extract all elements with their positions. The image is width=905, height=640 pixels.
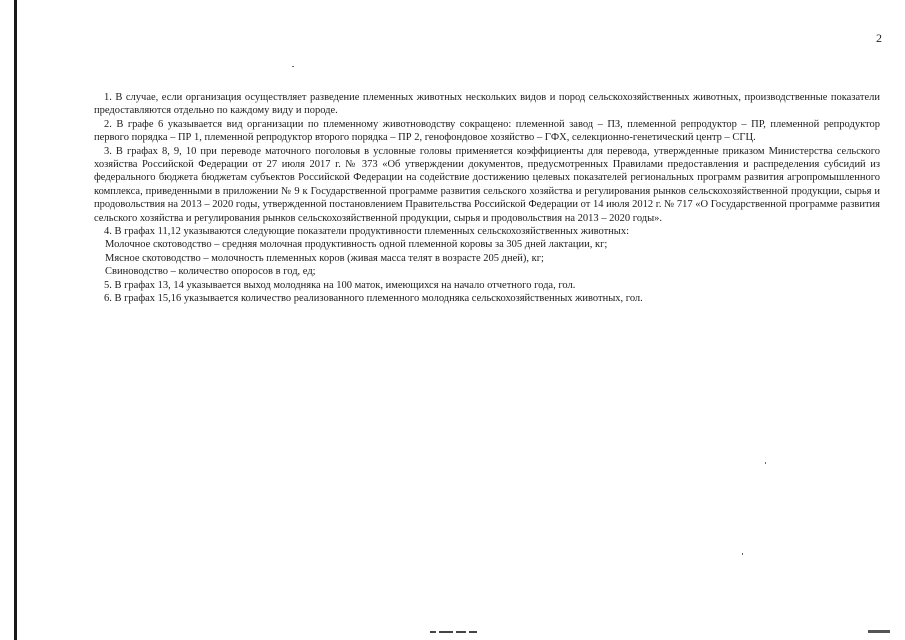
sub-item-pigs: Свиноводство – количество опоросов в год, ед;: [105, 266, 316, 278]
scan-speck: [742, 553, 743, 555]
scan-left-edge: [14, 0, 17, 640]
sub-item-beef: Мясное скотоводство – молочность племенных коров (живая масса телят в возрасте 205 дней), кг;: [105, 252, 544, 264]
paragraph-3: 3. В графах 8, 9, 10 при переводе маточного поголовья в условные головы применяется коэффициенты для перевода, утвержденные приказом Министерства сельского хозяйства Российской Федерации от 27 июля 2017 г. № 373 «Об утверждении документов, предусмотренных Правилами предоставления и распределения субсидий из федерального бюджета бюджетам субъектов Российской Федерации на содействие достижению целевых показателей региональных программ развития агропромышленного комплекса, приведенными в приложении № 9 к Государственной программе развития сельского хозяйства и регулирования рынков сельскохозяйственной продукции, сырья и продовольствия на 2013 – 2020 годы, утвержденной постановлением Правительства Российской Федерации от 14 июля 2012 г. № 717 «О Государственной программе развития сельского хозяйства и регулирования рынков сельскохозяйственной продукции, сырья и продовольствия на 2013 – 2020 годы».: [94, 145, 880, 224]
paragraph-1: 1. В случае, если организация осуществляет разведение племенных животных нескольких видов и пород сельскохозяйственных животных, производственные показатели предоставляются отдельно по каждому виду и породе.: [94, 92, 880, 117]
paragraph-5: 5. В графах 13, 14 указывается выход молодняка на 100 маток, имеющихся на начало отчетного года, гол.: [104, 279, 576, 291]
page-number: 2: [876, 31, 882, 45]
paragraph-6: 6. В графах 15,16 указывается количество реализованного племенного молодняка сельскохозяйственных животных, гол.: [104, 293, 643, 305]
scan-speck: [765, 462, 766, 464]
scan-corner-mark: [868, 630, 890, 633]
paragraph-2: 2. В графе 6 указывается вид организации по племенному животноводству сокращено: племенной завод – ПЗ, племенной репродуктор – ПР, племенной репродуктор первого порядка – ПР 1, племенной репродуктор второго порядка – ПР 2, генофондовое хозяйство – ГФХ, селекционно-генетический центр – СГЦ.: [94, 118, 880, 144]
paragraph-4: 4. В графах 11,12 указываются следующие показатели продуктивности племенных сельскохозяйственных животных:: [104, 226, 630, 238]
sub-item-dairy: Молочное скотоводство – средняя молочная продуктивность одной племенной коровы за 305 дней лактации, кг;: [105, 239, 608, 251]
document-body: [94, 91, 880, 306]
scan-speck: [292, 66, 294, 67]
scan-bottom-marks: [430, 631, 490, 634]
